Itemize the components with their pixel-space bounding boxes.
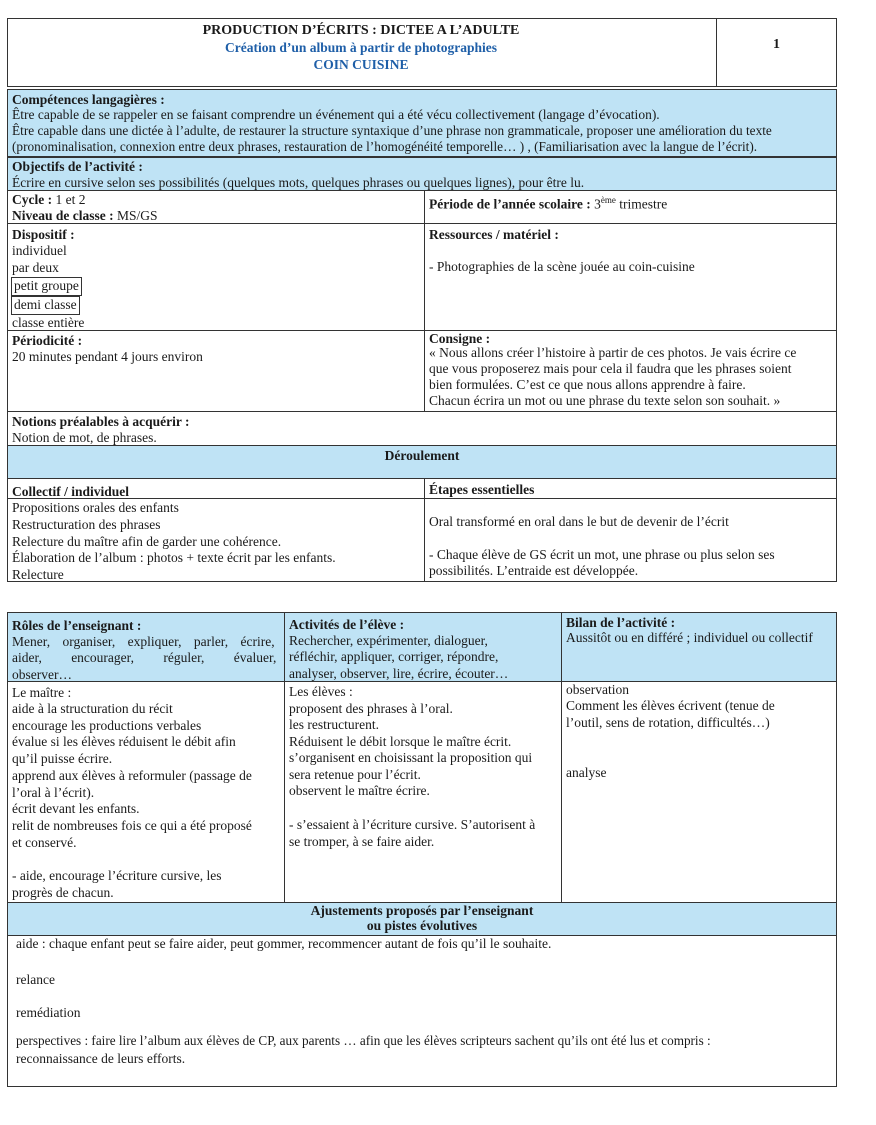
notions-section xyxy=(7,411,837,446)
periode-value: 3 xyxy=(590,196,601,212)
etapes-heading-rule xyxy=(425,498,836,499)
activites-body-line: Réduisent le débit lorsque le maître écrit. xyxy=(289,734,512,749)
activites-body-line: Les élèves : xyxy=(289,684,353,699)
dispositif-cell xyxy=(7,223,425,331)
ajustements-heading-2: ou pistes évolutives xyxy=(366,918,478,933)
objectifs-section xyxy=(7,157,837,191)
cycle-value: 1 et 2 xyxy=(52,192,86,207)
roles-sub-1: Mener, organiser, expliquer, parler, écrire, xyxy=(12,634,275,649)
periode-line xyxy=(429,192,667,213)
activites-heading: Activités de l’élève : xyxy=(289,617,405,632)
collectif-cell xyxy=(7,478,425,582)
roles-heading: Rôles de l’enseignant : xyxy=(12,618,142,633)
roles-body-line: l’oral à l’écrit). xyxy=(12,785,95,800)
bilan-body-cell xyxy=(561,681,837,903)
roles-body-line: aide à la structuration du récit xyxy=(12,701,173,716)
document-title: PRODUCTION D’ÉCRITS : DICTEE A L’ADULTE xyxy=(202,23,520,38)
document-subtitle-2: COIN CUISINE xyxy=(313,57,409,72)
cycle-label: Cycle : xyxy=(12,192,53,207)
cycle-line xyxy=(12,192,85,209)
consigne-heading: Consigne : xyxy=(429,331,491,346)
ajustements-header xyxy=(7,902,837,936)
etapes-cell xyxy=(424,478,837,582)
dispositif-item-par-deux: par deux xyxy=(12,260,59,275)
activites-header-cell xyxy=(284,612,562,682)
periodicite-text: 20 minutes pendant 4 jours environ xyxy=(12,349,203,364)
dispositif-item-classe-entiere: classe entière xyxy=(12,315,85,330)
page-number: 1 xyxy=(773,37,780,52)
consigne-line-4: Chacun écrira un mot ou une phrase du texte selon son souhait. » xyxy=(429,393,781,408)
roles-body-line: encourage les productions verbales xyxy=(12,718,202,733)
bilan-body-line: l’outil, sens de rotation, difficultés…) xyxy=(566,715,770,730)
collectif-heading-rule xyxy=(8,498,424,499)
ajustements-heading-1: Ajustements proposés par l’enseignant xyxy=(310,903,534,918)
roles-sub-2: aider, encourager, réguler, évaluer, xyxy=(12,650,277,665)
ressources-cell xyxy=(424,223,837,331)
roles-body-cell xyxy=(7,681,285,903)
periode-label: Période de l’année scolaire : xyxy=(429,196,591,212)
activites-sub-2: réfléchir, appliquer, corriger, répondre, xyxy=(289,649,499,664)
collectif-line-5: Relecture xyxy=(12,567,64,582)
roles-header-cell xyxy=(7,612,285,682)
niveau-value: MS/GS xyxy=(113,208,158,223)
ajustements-aide: aide : chaque enfant peut se faire aider, peut gommer, recommencer autant de fois qu’il le souhaite. xyxy=(16,936,552,951)
roles-body-line: écrit devant les enfants. xyxy=(12,801,140,816)
activites-body-line: observent le maître écrire. xyxy=(289,783,430,798)
roles-body-line: et conservé. xyxy=(12,835,77,850)
objectifs-heading: Objectifs de l’activité : xyxy=(12,159,143,174)
competences-line-2: Être capable dans une dictée à l’adulte, de restaurer la structure syntaxique d’une phrase non grammaticale, proposer une amélioration du texte xyxy=(12,123,772,138)
activites-sub-1: Rechercher, expérimenter, dialoguer, xyxy=(289,633,488,648)
competences-line-3: (pronominalisation, connexion entre deux phrases, restauration de l’homogénéité temporelle… ) , (Familiarisation avec la langue de l’écrit). xyxy=(12,139,758,154)
activites-body-line: sera retenue pour l’écrit. xyxy=(289,767,421,782)
dispositif-item-demi-classe: demi classe xyxy=(11,296,80,315)
notions-text: Notion de mot, de phrases. xyxy=(12,430,157,445)
periodicite-heading: Périodicité : xyxy=(12,333,83,348)
periode-rest: trimestre xyxy=(615,196,668,212)
competences-section xyxy=(7,89,837,157)
ressources-heading: Ressources / matériel : xyxy=(429,227,559,242)
periode-sup: ème xyxy=(600,195,616,205)
etapes-line-1: Oral transformé en oral dans le but de devenir de l’écrit xyxy=(429,514,729,529)
document-subtitle: Création d’un album à partir de photographies xyxy=(224,40,498,55)
roles-body-line: relit de nombreuses fois ce qui a été proposé xyxy=(12,818,252,833)
etapes-line-3: possibilités. L’entraide est développée. xyxy=(429,563,639,578)
ajustements-body xyxy=(7,935,837,1087)
periodicite-cell xyxy=(7,330,425,412)
bilan-heading: Bilan de l’activité : xyxy=(566,615,676,630)
collectif-line-2: Restructuration des phrases xyxy=(12,517,161,532)
roles-body-line: - aide, encourage l’écriture cursive, les xyxy=(12,868,222,883)
notions-heading: Notions préalables à acquérir : xyxy=(12,414,190,429)
roles-body-line: Le maître : xyxy=(12,685,72,700)
roles-body-line: qu’il puisse écrire. xyxy=(12,751,113,766)
activites-body-line: se tromper, à se faire aider. xyxy=(289,834,435,849)
deroulement-header xyxy=(7,445,837,479)
activites-body-cell xyxy=(284,681,562,903)
competences-line-1: Être capable de se rappeler en se faisant comprendre un événement qui a été vécu collectivement (langage d’évocation). xyxy=(12,107,660,122)
dispositif-item-individuel: individuel xyxy=(12,243,67,258)
collectif-line-1: Propositions orales des enfants xyxy=(12,500,179,515)
roles-body-line: progrès de chacun. xyxy=(12,885,114,900)
dispositif-item-petit-groupe: petit groupe xyxy=(11,277,82,296)
etapes-heading: Étapes essentielles xyxy=(429,482,535,497)
consigne-cell xyxy=(424,330,837,412)
competences-heading: Compétences langagières : xyxy=(12,92,165,107)
objectifs-text: Écrire en cursive selon ses possibilités (quelques mots, quelques phrases ou quelques lignes), pour être lu. xyxy=(12,175,585,190)
bilan-body-line: Comment les élèves écrivent (tenue de xyxy=(566,698,775,713)
ressources-text: - Photographies de la scène jouée au coin-cuisine xyxy=(429,259,695,274)
cycle-cell xyxy=(7,190,425,224)
roles-sub-3: observer… xyxy=(12,667,72,682)
collectif-line-4: Élaboration de l’album : photos + texte écrit par les enfants. xyxy=(12,550,336,565)
activites-body-line: proposent des phrases à l’oral. xyxy=(289,701,453,716)
bilan-body-line: analyse xyxy=(566,765,607,780)
etapes-line-2: - Chaque élève de GS écrit un mot, une phrase ou plus selon ses xyxy=(429,547,775,562)
ajustements-perspectives-1: perspectives : faire lire l’album aux élèves de CP, aux parents … afin que les élèves scripteurs sachent qu’ils ont été lus et compris : xyxy=(16,1033,711,1048)
header-box xyxy=(7,18,717,87)
ajustements-relance: relance xyxy=(16,972,55,987)
roles-body-line: apprend aux élèves à reformuler (passage de xyxy=(12,768,252,783)
bilan-header-cell xyxy=(561,612,837,682)
niveau-label: Niveau de classe : xyxy=(12,208,114,223)
collectif-heading: Collectif / individuel xyxy=(12,484,130,499)
deroulement-heading: Déroulement xyxy=(384,448,460,463)
activites-body-line: les restructurent. xyxy=(289,717,379,732)
collectif-line-3: Relecture du maître afin de garder une cohérence. xyxy=(12,534,282,549)
periode-cell xyxy=(424,190,837,224)
bilan-sub-1: Aussitôt ou en différé ; individuel ou collectif xyxy=(566,630,813,645)
roles-body-line: évalue si les élèves réduisent le débit afin xyxy=(12,734,236,749)
activites-body-line: - s’essaient à l’écriture cursive. S’autorisent à xyxy=(289,817,536,832)
activites-sub-3: analyser, observer, lire, écrire, écouter… xyxy=(289,666,509,681)
bilan-body-line: observation xyxy=(566,682,629,697)
activites-body-line: s’organisent en choisissant la proposition qui xyxy=(289,750,533,765)
consigne-line-1: « Nous allons créer l’histoire à partir de ces photos. Je vais écrire ce xyxy=(429,345,797,360)
consigne-line-3: bien formulées. C’est ce que nous allons apprendre à faire. xyxy=(429,377,746,392)
page-number-box xyxy=(716,18,837,87)
ajustements-perspectives-2: reconnaissance de leurs efforts. xyxy=(16,1051,186,1066)
ajustements-remediation: remédiation xyxy=(16,1005,81,1020)
consigne-line-2: que vous proposerez mais pour cela il faudra que les phrases soient xyxy=(429,361,792,376)
dispositif-heading: Dispositif : xyxy=(12,227,75,242)
